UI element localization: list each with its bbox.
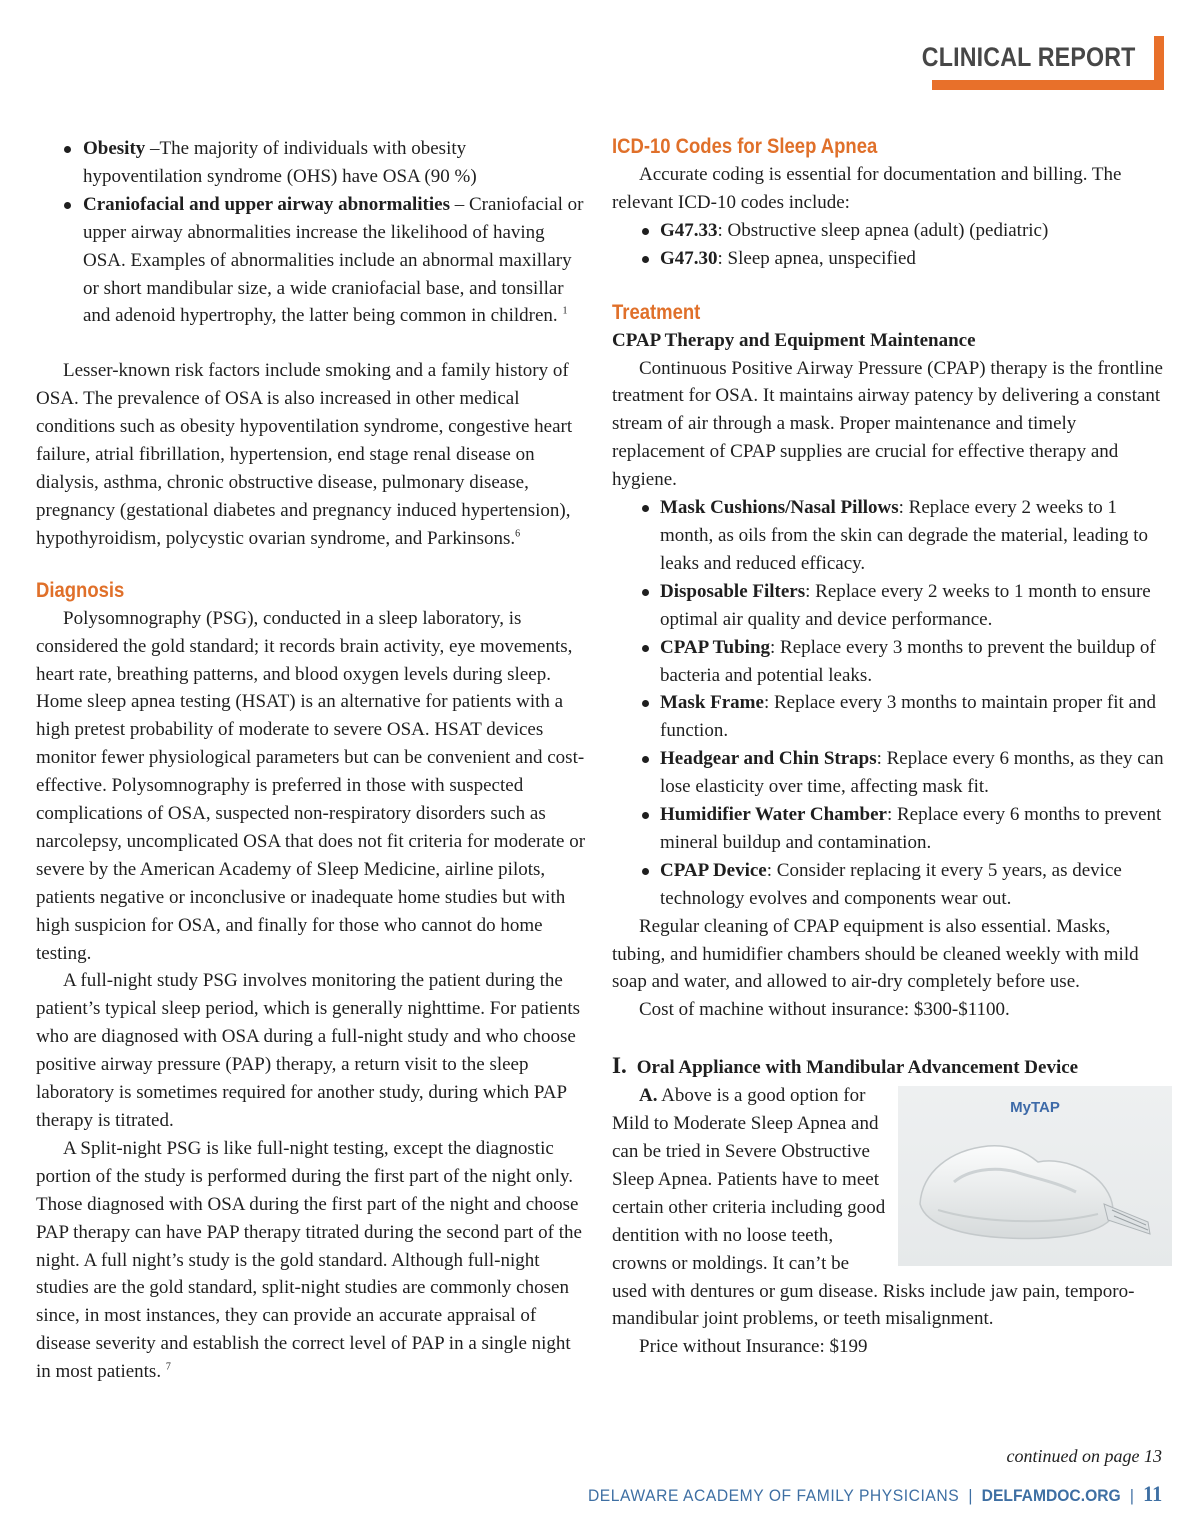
diagnosis-paragraph: A full-night study PSG involves monitoring the patient during the patient’s typical sleep period, which is generally nighttime. For patients who are diagnosed with OSA during a full-night study and who choose positive airway pressure (PAP) therapy, a return visit to the sleep laboratory is sometimes required for another study, during which PAP therapy is titrated. [36,970,581,1131]
reference-number: 1 [562,306,568,318]
diagnosis-paragraph: Polysomnography (PSG), conducted in a sleep laboratory, is considered the gold standard; it records brain activity, eye movements, heart rate, breathing patterns, and blood oxygen levels during sleep. Home sleep apnea testing (HSAT) is an alternative for patients with a high pretest probability of moderate to severe OSA. HSAT devices monitor fewer physiological parameters but can be convenient and cost-effective. Polysomnography is preferred in those with suspected complications of OSA, suspected non-respiratory disorders such as narcolepsy, uncomplicated OSA that does not fit criteria for moderate or severe by the American Academy of Sleep Medicine, airline pilots, patients negative or inconclusive or inadequate home studies but with high suspicion for OSA, and finally for those who cannot do home testing. [36,607,586,964]
page-number: 11 [1142,1481,1162,1506]
right-column [612,133,1168,1361]
list-item: Humidifier Water Chamber: Replace every 6 months to prevent mineral buildup and contamination. [612,801,1168,857]
list-item: Mask Cushions/Nasal Pillows: Replace every 2 weeks to 1 month, as oils from the skin can degrade the material, leading to leaks and reduced efficacy. [612,494,1168,578]
price-line: Price without Insurance: $199 [639,1336,868,1358]
list-item-term: Headgear and Chin Straps [660,748,877,770]
footer-separator: | [1129,1486,1134,1505]
footer-separator: | [968,1486,973,1505]
treatment-heading: Treatment [612,300,701,324]
mouthguard-illustration [898,1086,1172,1266]
icd-intro: Accurate coding is essential for documentation and billing. The relevant ICD-10 codes include: [612,164,1122,213]
risk-factor-list [36,135,588,330]
icd-code-list [612,217,1168,273]
list-item-term: Craniofacial and upper airway abnormalities [83,193,450,215]
list-item-text: The majority of individuals with obesity hypoventilation syndrome (OHS) have OSA (90 %) [83,138,477,187]
oral-appliance-paragraph: A. Above is a good option for Mild to Moderate Sleep Apnea and can be tried in Severe Obstructive Sleep Apnea. Patients have to meet certain other criteria including good dentition with no loose teeth, crowns or moldings. It can’t be used with dentures or gum disease. Risks include jaw pain, temporo-mandibular joint problems, or teeth misalignment. [612,1085,1135,1330]
list-item: CPAP Device: Consider replacing it every 5 years, as device technology evolves and components wear out. [612,857,1168,913]
list-item: Obesity –The majority of individuals with obesity hypoventilation syndrome (OHS) have OSA (90 %) [36,135,588,191]
list-letter: A. [639,1085,658,1107]
list-item: Headgear and Chin Straps: Replace every 6 months, as they can lose elasticity over time, affecting mask fit. [612,745,1168,801]
cpap-intro: Continuous Positive Airway Pressure (CPAP) therapy is the frontline treatment for OSA. It maintains airway patency by delivering a constant stream of air through a mask. Proper maintenance and timely replacement of CPAP supplies are crucial for effective therapy and hygiene. [612,357,1163,491]
reference-number: 7 [165,1361,171,1373]
mytap-device-image [898,1086,1172,1266]
list-item-term: Mask Frame [660,692,764,714]
cost-line: Cost of machine without insurance: $300-$1100. [639,999,1010,1021]
continued-note: continued on page 13 [1006,1446,1162,1466]
list-item-term: CPAP Device [660,859,767,881]
section-numeral: I. [612,1053,627,1079]
list-item: Disposable Filters: Replace every 2 weeks to 1 month to ensure optimal air quality and device performance. [612,578,1168,634]
diagnosis-heading: Diagnosis [36,578,125,602]
report-section-tab [922,36,1164,90]
list-item-term: CPAP Tubing [660,636,771,658]
icd-code: G47.33 [660,219,718,241]
list-item: Mask Frame: Replace every 3 months to maintain proper fit and function. [612,689,1168,745]
footer-organization: DELAWARE ACADEMY OF FAMILY PHYSICIANS [587,1486,959,1505]
list-item-term: Disposable Filters [660,580,806,602]
diagnosis-paragraph: A Split-night PSG is like full-night testing, except the diagnostic portion of the study is performed during the first part of the night only. Those diagnosed with OSA during the first part of the night and choose PAP therapy can have PAP therapy titrated during the second part of the night. A full night’s study is the gold standard. Although full-night studies are the gold standard, split-night studies are commonly chosen since, in most instances, they can provide an accurate appraisal of disease severity and establish the correct level of PAP in a single night in most patients. $^7$ [36,1137,582,1383]
cpap-maintenance-list [612,494,1168,913]
icd-code: G47.30 [660,247,718,269]
list-item-text: Craniofacial or upper airway abnormalities increase the likelihood of having OSA. Examples of abnormalities include an abnormal maxillary or short mandibular size, a wide craniofacial base, and tonsillar and adenoid hypertrophy, the latter being common in children. [83,193,584,327]
cleaning-paragraph: Regular cleaning of CPAP equipment is also essential. Masks, tubing, and humidifier chambers should be cleaned weekly with mild soap and water, and allowed to air-dry completely before use. [612,915,1139,993]
left-column [36,135,588,1386]
cpap-subheading: CPAP Therapy and Equipment Maintenance [612,329,976,351]
icd-heading: ICD-10 Codes for Sleep Apnea [612,135,878,158]
oral-appliance-heading: I. Oral Appliance with Mandibular Advancement Device [612,1053,1079,1079]
page-footer [588,1481,1162,1507]
list-item: CPAP Tubing: Replace every 3 months to prevent the buildup of bacteria and potential leaks. [612,634,1168,690]
image-label: MyTAP [1010,1099,1060,1117]
list-item-term: Obesity [83,138,146,159]
list-item: Craniofacial and upper airway abnormalities – Craniofacial or upper airway abnormalities increase the likelihood of having OSA. Examples of abnormalities include an abnormal maxillary or short mandibular size, a wide craniofacial base, and tonsillar and adenoid hypertrophy, the latter being common in children. $^1$ [36,191,588,331]
list-item: G47.30: Sleep apnea, unspecified [612,245,1168,273]
list-item-term: Humidifier Water Chamber [660,804,887,826]
section-label: CLINICAL REPORT [922,42,1136,72]
footer-website: DELFAMDOC.ORG [981,1486,1121,1505]
list-item-term: Mask Cushions/Nasal Pillows [660,497,899,519]
list-item: G47.33: Obstructive sleep apnea (adult) (pediatric) [612,217,1168,245]
lesser-known-paragraph: Lesser-known risk factors include smoking and a family history of OSA. The prevalence of OSA is also increased in other medical conditions such as obesity hypoventilation syndrome, congestive heart failure, atrial fibrillation, hypertension, end stage renal disease on dialysis, asthma, chronic obstructive disease, pulmonary disease, pregnancy (gestational diabetes and pregnancy induced hypertension), hypothyroidism, polycystic ovarian syndrome, and Parkinsons.$^6$ [36,360,573,549]
reference-number: 6 [515,528,521,540]
